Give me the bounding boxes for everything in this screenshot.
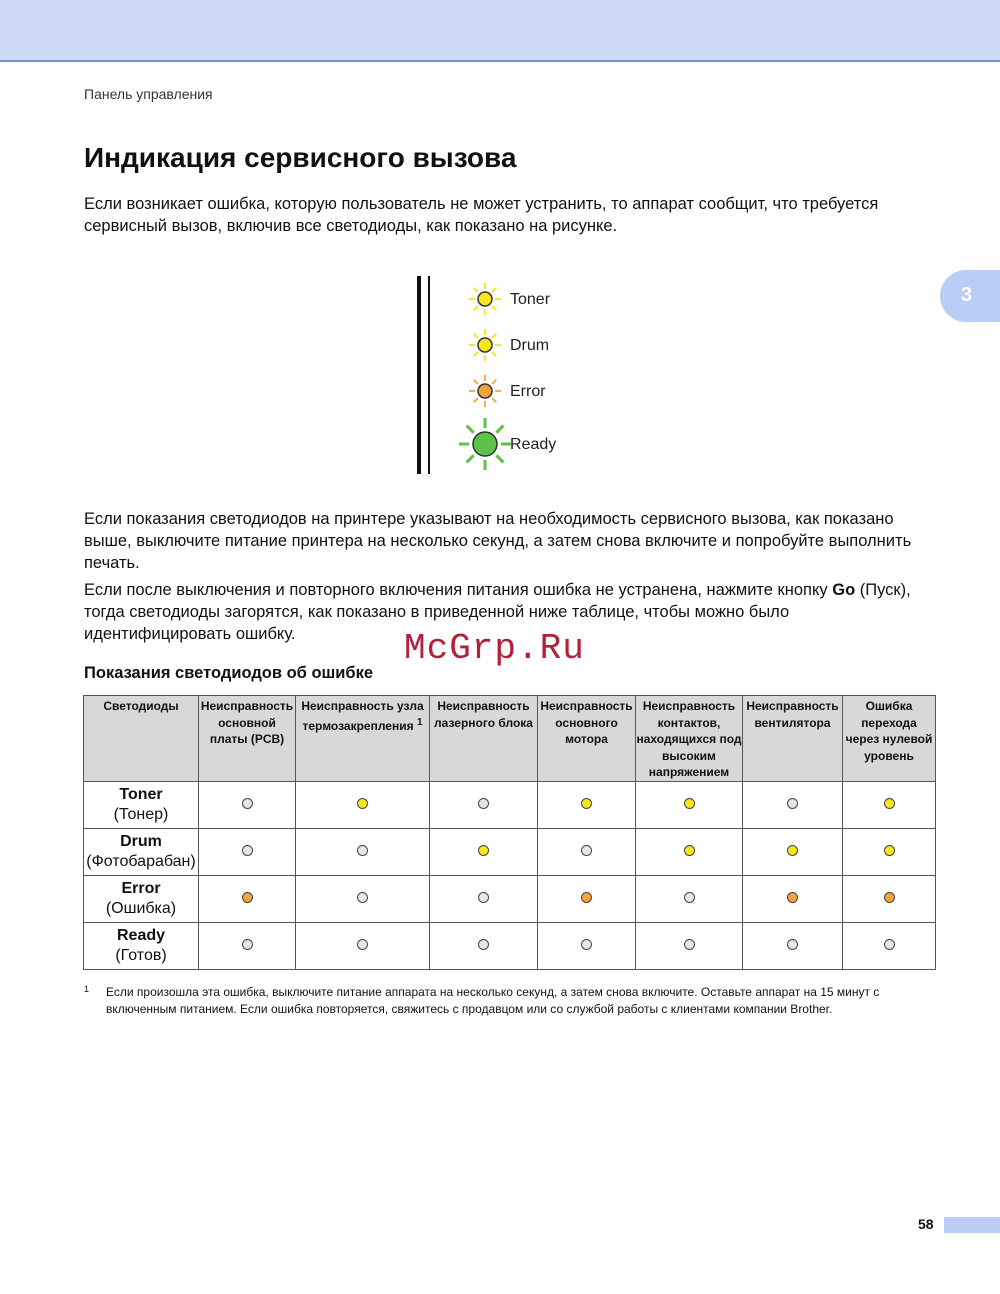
led-bulb bbox=[478, 338, 492, 352]
table-title: Показания светодиодов об ошибке bbox=[84, 664, 374, 682]
led-yellow-icon bbox=[478, 845, 489, 856]
led-state-cell bbox=[538, 876, 636, 923]
led-yellow-icon bbox=[787, 845, 798, 856]
led-ray bbox=[492, 288, 496, 292]
led-orange-icon bbox=[581, 892, 592, 903]
watermark: McGrp.Ru bbox=[404, 628, 585, 669]
led-off-icon bbox=[357, 939, 368, 950]
led-off-icon bbox=[787, 939, 798, 950]
led-off-icon bbox=[357, 892, 368, 903]
led-orange-icon bbox=[884, 892, 895, 903]
row-led-name: Drum bbox=[120, 833, 162, 850]
led-off-icon bbox=[478, 939, 489, 950]
led-figure bbox=[414, 276, 634, 476]
led-toner-icon bbox=[469, 283, 501, 315]
led-ray bbox=[496, 426, 503, 433]
led-drum-icon bbox=[469, 329, 501, 361]
footnote bbox=[84, 984, 944, 1018]
led-off-icon bbox=[478, 892, 489, 903]
led-state-cell bbox=[296, 829, 430, 876]
row-led-name-ru: (Фотобарабан) bbox=[86, 853, 196, 870]
led-ray bbox=[496, 455, 503, 462]
row-led-name: Toner bbox=[119, 786, 163, 803]
led-yellow-icon bbox=[581, 798, 592, 809]
led-state-cell bbox=[296, 782, 430, 829]
led-off-icon bbox=[242, 939, 253, 950]
figure-label-toner: Toner bbox=[510, 291, 551, 308]
led-state-cell bbox=[199, 782, 296, 829]
led-state-cell bbox=[199, 829, 296, 876]
table-header-row bbox=[84, 696, 936, 782]
figure-label-ready: Ready bbox=[510, 436, 557, 453]
led-ray bbox=[474, 334, 478, 338]
led-ray bbox=[474, 398, 478, 402]
led-state-cell bbox=[636, 876, 743, 923]
row-led-name: Ready bbox=[116, 927, 166, 944]
led-off-icon bbox=[242, 798, 253, 809]
led-state-cell bbox=[743, 782, 843, 829]
led-state-cell bbox=[743, 829, 843, 876]
led-bulb bbox=[478, 292, 492, 306]
row-label bbox=[84, 876, 199, 923]
row-led-name-ru: (Тонер) bbox=[113, 806, 169, 823]
led-ready-icon bbox=[459, 418, 511, 470]
paragraph-go-after: (Пуск), тогда светодиоды загорятся, как показано в приведенной ниже таблице, чтобы можно было идентифицировать ошибку. bbox=[84, 581, 911, 643]
chapter-number: 3 bbox=[961, 284, 973, 306]
led-yellow-icon bbox=[884, 845, 895, 856]
intro-paragraph: Если возникает ошибка, которую пользователь не может устранить, то аппарат сообщит, что требуется сервисный вызов, включив все светодиоды, как показано на рисунке. bbox=[84, 195, 879, 235]
chapter-tab bbox=[940, 270, 1000, 322]
header-laser: Неисправность лазерного блока bbox=[430, 696, 538, 782]
led-ray bbox=[474, 352, 478, 356]
table-row bbox=[84, 829, 936, 876]
led-off-icon bbox=[242, 845, 253, 856]
row-led-name: Error bbox=[121, 880, 161, 897]
breadcrumb: Панель управления bbox=[84, 86, 213, 102]
led-state-cell bbox=[430, 876, 538, 923]
led-state-cell bbox=[538, 829, 636, 876]
led-orange-icon bbox=[787, 892, 798, 903]
row-label bbox=[84, 923, 199, 970]
header-footnote-marker: 1 bbox=[416, 716, 423, 728]
led-state-cell bbox=[636, 782, 743, 829]
led-off-icon bbox=[581, 845, 592, 856]
led-state-cell bbox=[199, 923, 296, 970]
led-ray bbox=[492, 334, 496, 338]
row-led-name-ru: (Готов) bbox=[115, 947, 167, 964]
led-ray bbox=[492, 398, 496, 402]
led-state-cell bbox=[743, 923, 843, 970]
led-state-cell bbox=[296, 923, 430, 970]
led-off-icon bbox=[787, 798, 798, 809]
led-state-cell bbox=[199, 876, 296, 923]
header-fan: Неисправность вентилятора bbox=[743, 696, 843, 782]
led-ray bbox=[492, 352, 496, 356]
led-error-table bbox=[83, 695, 936, 970]
led-off-icon bbox=[581, 939, 592, 950]
led-state-cell bbox=[636, 923, 743, 970]
led-state-cell bbox=[430, 923, 538, 970]
led-ray bbox=[474, 306, 478, 310]
row-led-name-ru: (Ошибка) bbox=[105, 900, 177, 917]
led-off-icon bbox=[478, 798, 489, 809]
table-row bbox=[84, 782, 936, 829]
led-off-icon bbox=[357, 845, 368, 856]
led-yellow-icon bbox=[684, 845, 695, 856]
header-zero-cross: Ошибка перехода через нулевой уровень bbox=[843, 696, 936, 782]
led-error-icon bbox=[469, 375, 501, 407]
header-motor: Неисправность основного мотора bbox=[538, 696, 636, 782]
led-ray bbox=[474, 288, 478, 292]
led-yellow-icon bbox=[684, 798, 695, 809]
led-state-cell bbox=[538, 782, 636, 829]
header-divider bbox=[0, 60, 1000, 62]
led-state-cell bbox=[430, 782, 538, 829]
go-button-label: Go bbox=[832, 581, 856, 599]
led-state-cell bbox=[743, 876, 843, 923]
page-number-tab bbox=[944, 1217, 1000, 1233]
led-state-cell bbox=[843, 829, 936, 876]
led-state-cell bbox=[430, 829, 538, 876]
table-row bbox=[84, 923, 936, 970]
paragraph-service-call: Если показания светодиодов на принтере указывают на необходимость сервисного вызова, как показано выше, выключите питание принтера на несколько секунд, а затем снова включите и попробуйте выполнить печать. bbox=[84, 510, 912, 572]
page-number: 58 bbox=[918, 1216, 934, 1232]
figure-label-drum: Drum bbox=[510, 337, 550, 354]
led-ray bbox=[492, 306, 496, 310]
led-yellow-icon bbox=[884, 798, 895, 809]
led-bulb bbox=[478, 384, 492, 398]
footnote-marker: 1 bbox=[84, 984, 90, 994]
led-ray bbox=[492, 380, 496, 384]
led-ray bbox=[467, 455, 474, 462]
led-state-cell bbox=[843, 782, 936, 829]
led-off-icon bbox=[684, 892, 695, 903]
paragraph-go-before: Если после выключения и повторного включения питания ошибка не устранена, нажмите кнопку bbox=[84, 581, 833, 599]
header-leds: Светодиоды bbox=[84, 696, 199, 782]
header-bar bbox=[0, 0, 1000, 60]
led-yellow-icon bbox=[357, 798, 368, 809]
header-fuser bbox=[296, 696, 430, 782]
figure-label-error: Error bbox=[510, 383, 546, 400]
table-row bbox=[84, 876, 936, 923]
led-orange-icon bbox=[242, 892, 253, 903]
led-off-icon bbox=[884, 939, 895, 950]
page-title: Индикация сервисного вызова bbox=[84, 142, 517, 173]
led-bulb bbox=[473, 432, 497, 456]
footnote-text: Если произошла эта ошибка, выключите питание аппарата на несколько секунд, а затем снова включите. Оставьте аппарат на 15 минут с включенным питанием. Если ошибка повторяется, свяжитесь с продавцом или со службой работы с клиентами компании Brother. bbox=[106, 985, 880, 1016]
led-ray bbox=[474, 380, 478, 384]
led-ray bbox=[467, 426, 474, 433]
header-high-voltage: Неисправность контактов, находящихся под высоким напряжением bbox=[636, 696, 743, 782]
row-label bbox=[84, 782, 199, 829]
header-fuser-text: Неисправность узла термозакрепления bbox=[301, 699, 424, 733]
led-state-cell bbox=[296, 876, 430, 923]
led-state-cell bbox=[636, 829, 743, 876]
led-state-cell bbox=[843, 923, 936, 970]
row-label bbox=[84, 829, 199, 876]
header-pcb: Неисправность основной платы (PCB) bbox=[199, 696, 296, 782]
led-state-cell bbox=[538, 923, 636, 970]
led-off-icon bbox=[684, 939, 695, 950]
led-state-cell bbox=[843, 876, 936, 923]
